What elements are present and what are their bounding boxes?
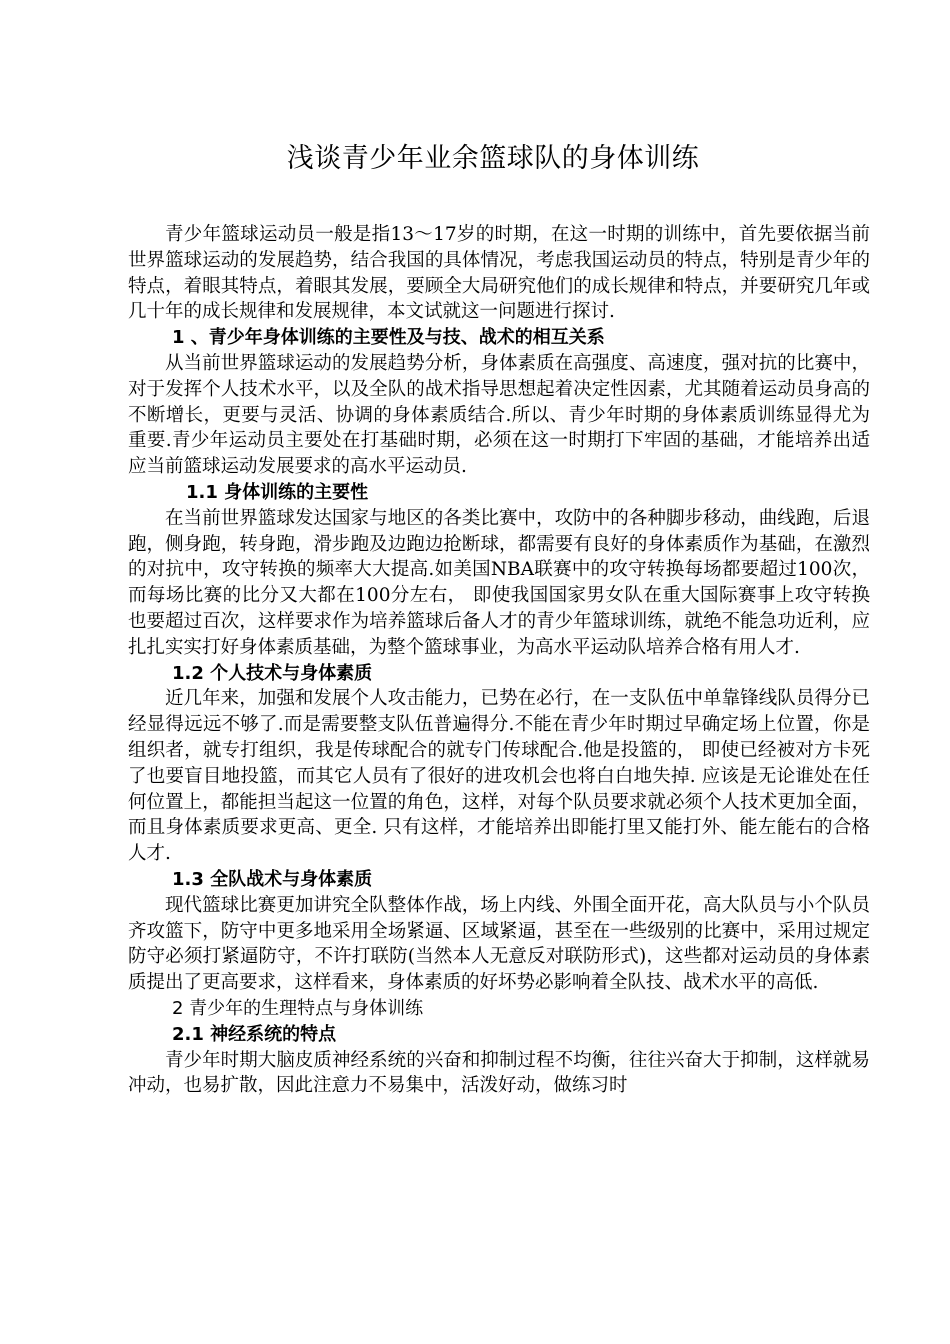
document-body	[128, 222, 870, 1099]
section-2-heading: 2 青少年的生理特点与身体训练	[172, 997, 424, 1019]
section-1-heading: 1 、青少年身体训练的主要性及与技、战术的相互关系	[172, 327, 605, 349]
section-1-1-heading: 1.1 身体训练的主要性	[186, 481, 369, 503]
section-1-paragraph: 从当前世界篮球运动的发展趋势分析，身体素质在高强度、高速度，强对抗的比赛中，对于发挥个人技术水平，以及全队的战术指导思想起着决定性因素，尤其随着运动员身高的不断增长，更要与灵活、协调的身体素质结合.所以、青少年时期的身体素质训练显得尤为重要.青少年运动员主要处在打基础时期，必须在这一时期打下牢固的基础，才能培养出适应当前篮球运动发展要求的高水平运动员.	[128, 352, 870, 478]
section-1-1-paragraph: 在当前世界篮球发达国家与地区的各类比赛中，攻防中的各种脚步移动，曲线跑，后退跑，侧身跑，转身跑，滑步跑及边跑边抢断球，都需要有良好的身体素质作为基础，在激烈的对抗中，攻守转换的频率大大提高.如美国NBA联赛中的攻守转换每场都要超过100次， 而每场比赛的比分又大都在100分左右， 即使我国国家男女队在重大国际赛事上攻守转换也要超过百次，这样要求作为培养篮球后备人才的青少年篮球训练，就绝不能急功近利，应扎扎实实打好身体素质基础，为整个篮球事业，为高水平运动队培养合格有用人才.	[128, 507, 870, 658]
section-1-2-paragraph: 近几年来，加强和发展个人攻击能力，已势在必行，在一支队伍中单靠锋线队员得分已经显得远远不够了.而是需要整支队伍普遍得分.不能在青少年时期过早确定场上位置，你是组织者，就专打组织，我是传球配合的就专门传球配合.他是投篮的， 即使已经被对方卡死了也要盲目地投篮，而其它人员有了很好的进攻机会也将白白地失掉. 应该是无论谁处在任何位置上，都能担当起这一位置的角色，这样，对每个队员要求就必须个人技术更加全面，而且身体素质要求更高、更全. 只有这样，才能培养出即能打里又能打外、能左能右的合格人才.	[128, 688, 870, 865]
section-1-3-paragraph: 现代篮球比赛更加讲究全队整体作战，场上内线、外围全面开花，高大队员与小个队员齐攻篮下，防守中更多地采用全场紧逼、区域紧逼，甚至在一些级别的比赛中，采用过规定防守必须打紧逼防守，不许打联防(当然本人无意反对联防形式)，这些都对运动员的身体素质提出了更高要求，这样看来，身体素质的好坏势必影响着全队技、战术水平的高低.	[128, 894, 870, 994]
page-title: 浅谈青少年业余篮球队的身体训练	[286, 143, 700, 174]
section-2-1-paragraph: 青少年时期大脑皮质神经系统的兴奋和抑制过程不均衡，往往兴奋大于抑制，这样就易冲动，也易扩散，因此注意力不易集中，活泼好动，做练习时	[128, 1049, 870, 1097]
section-2-1-heading: 2.1 神经系统的特点	[172, 1023, 337, 1045]
section-1-2-heading: 1.2 个人技术与身体素质	[172, 662, 373, 684]
section-1-3-heading: 1.3 全队战术与身体素质	[172, 868, 373, 890]
intro-paragraph: 青少年篮球运动员一般是指13～17岁的时期，在这一时期的训练中，首先要依据当前世界篮球运动的发展趋势，结合我国的具体情况，考虑我国运动员的特点，特别是青少年的特点，着眼其特点，着眼其发展，要顾全大局研究他们的成长规律和特点，并要研究几年或几十年的成长规律和发展规律，本文试就这一问题进行探讨.	[128, 224, 870, 323]
